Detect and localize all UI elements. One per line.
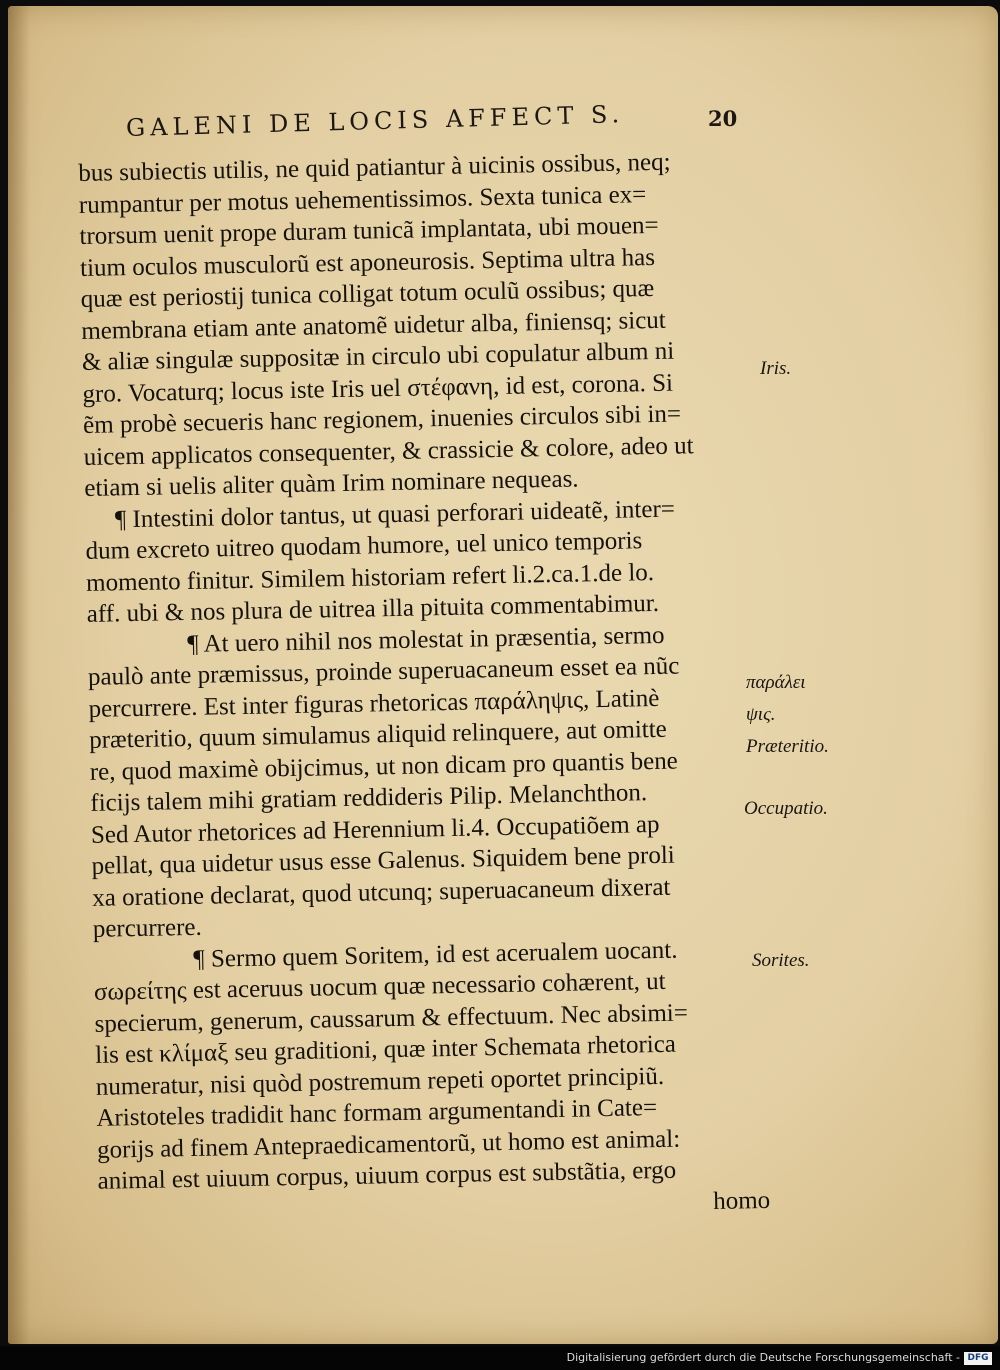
- book-page: [8, 6, 998, 1344]
- text-line: gorijs ad finem Antepraedicamentorũ, ut homo est animal:: [96, 1125, 681, 1164]
- text-line: ficijs talem mihi gratiam reddideris Pilip. Melanchthon.: [90, 779, 648, 817]
- text-line: etiam si uelis aliter quàm Irim nominare nequeas.: [84, 465, 579, 502]
- footer-bar: [0, 1346, 1000, 1370]
- marginal-note-paralepsis-cont: ψις.: [746, 704, 776, 725]
- text-line: re, quod maximè obijcimus, ut non dicam pro quantis bene: [89, 747, 679, 786]
- text-line: percurrere. Est inter figuras rhetoricas παράληψις, Latinè: [88, 684, 660, 723]
- text-line: tium oculos musculorũ est aponeurosis. Septima ultra has: [79, 243, 656, 282]
- text-line: & aliæ singulæ suppositæ in circulo ubi copulatur album ni: [81, 337, 675, 376]
- text-line: membrana etiam ante anatomẽ uidetur alba, finiensq; sicut: [81, 306, 666, 345]
- marginal-note-paralepsis: παράλει: [746, 672, 806, 693]
- text-line: σωρείτης est aceruus uocum quæ necessario cohærent, ut: [93, 967, 666, 1006]
- catchword: homo: [712, 1186, 771, 1215]
- body-text: [78, 145, 770, 1229]
- text-line: lis est κλίμαξ seu graditioni, quæ inter Schemata rhetorica: [94, 1030, 677, 1069]
- text-line: pellat, qua uidetur usus esse Galenus. Siquidem bene proli: [91, 841, 675, 880]
- text-line: uicem applicatos consequenter, & crassicie & colore, adeo ut: [83, 431, 694, 471]
- text-line: trorsum uenit prope duram tunicã implantata, ubi mouen=: [79, 211, 659, 250]
- marginal-note-occupatio: Occupatio.: [744, 798, 828, 819]
- text-line: ¶ Sermo quem Soritem, id est acerualem uocant.: [193, 936, 678, 973]
- text-line: Aristoteles tradidit hanc formam argumentandi in Cate=: [96, 1094, 658, 1132]
- text-line: numeratur, nisi quòd postremum repeti oportet principiũ.: [95, 1062, 665, 1101]
- text-line: gro. Vocaturq; locus iste Iris uel στέφανη, id est, corona. Si: [82, 369, 674, 408]
- text-line: xa oratione declarat, quod utcunq; superuacaneum dixerat: [91, 873, 671, 912]
- marginal-note-iris: Iris.: [760, 358, 792, 379]
- marginal-note-sorites: Sorites.: [752, 950, 810, 971]
- page-number: 20: [708, 106, 738, 131]
- funding-credit: Digitalisierung gefördert durch die Deutsche Forschungsgemeinschaft -: [566, 1351, 960, 1364]
- text-line: specierum, generum, caussarum & effectuum. Nec absimi=: [94, 998, 689, 1038]
- text-line: bus subiectis utilis, ne quid patiantur à uicinis ossibus, neq;: [78, 148, 671, 187]
- marginal-note-praeteritio: Præteritio.: [746, 736, 829, 757]
- text-line: rumpantur per motus uehementissimos. Sexta tunica ex=: [78, 180, 647, 219]
- text-line: paulò ante præmissus, proinde superuacaneum esset ea nũc: [87, 652, 680, 691]
- text-line: aff. ubi & nos plura de uitrea illa pituita commentabimur.: [86, 589, 660, 628]
- text-line: percurrere.: [92, 913, 202, 943]
- text-line: dum excreto uitreo quodam humore, uel unico temporis: [85, 527, 643, 565]
- text-line: quæ est periostij tunica colligat totum oculũ ossibus; quæ: [80, 274, 655, 313]
- text-line: ẽm probè secueris hanc regionem, inuenies circulos sibi in=: [82, 400, 682, 439]
- text-line: Sed Autor rhetorices ad Herennium li.4. Occupatiõem ap: [90, 810, 660, 849]
- text-line: momento finitur. Similem historiam refert li.2.ca.1.de lo.: [85, 558, 655, 597]
- text-line: ¶ At uero nihil nos molestat in præsentia, sermo: [187, 621, 665, 658]
- text-line: animal est uiuum corpus, uiuum corpus est substãtia, ergo: [97, 1156, 677, 1195]
- dfg-logo-icon: DFG: [964, 1352, 992, 1365]
- running-head: GALENI DE LOCIS AFFECT S.: [125, 100, 625, 142]
- text-line: ¶ Intestini dolor tantus, ut quasi perforari uideatẽ, inter=: [114, 495, 676, 533]
- text-line: præteritio, quum simulamus aliquid relinquere, aut omitte: [88, 715, 668, 754]
